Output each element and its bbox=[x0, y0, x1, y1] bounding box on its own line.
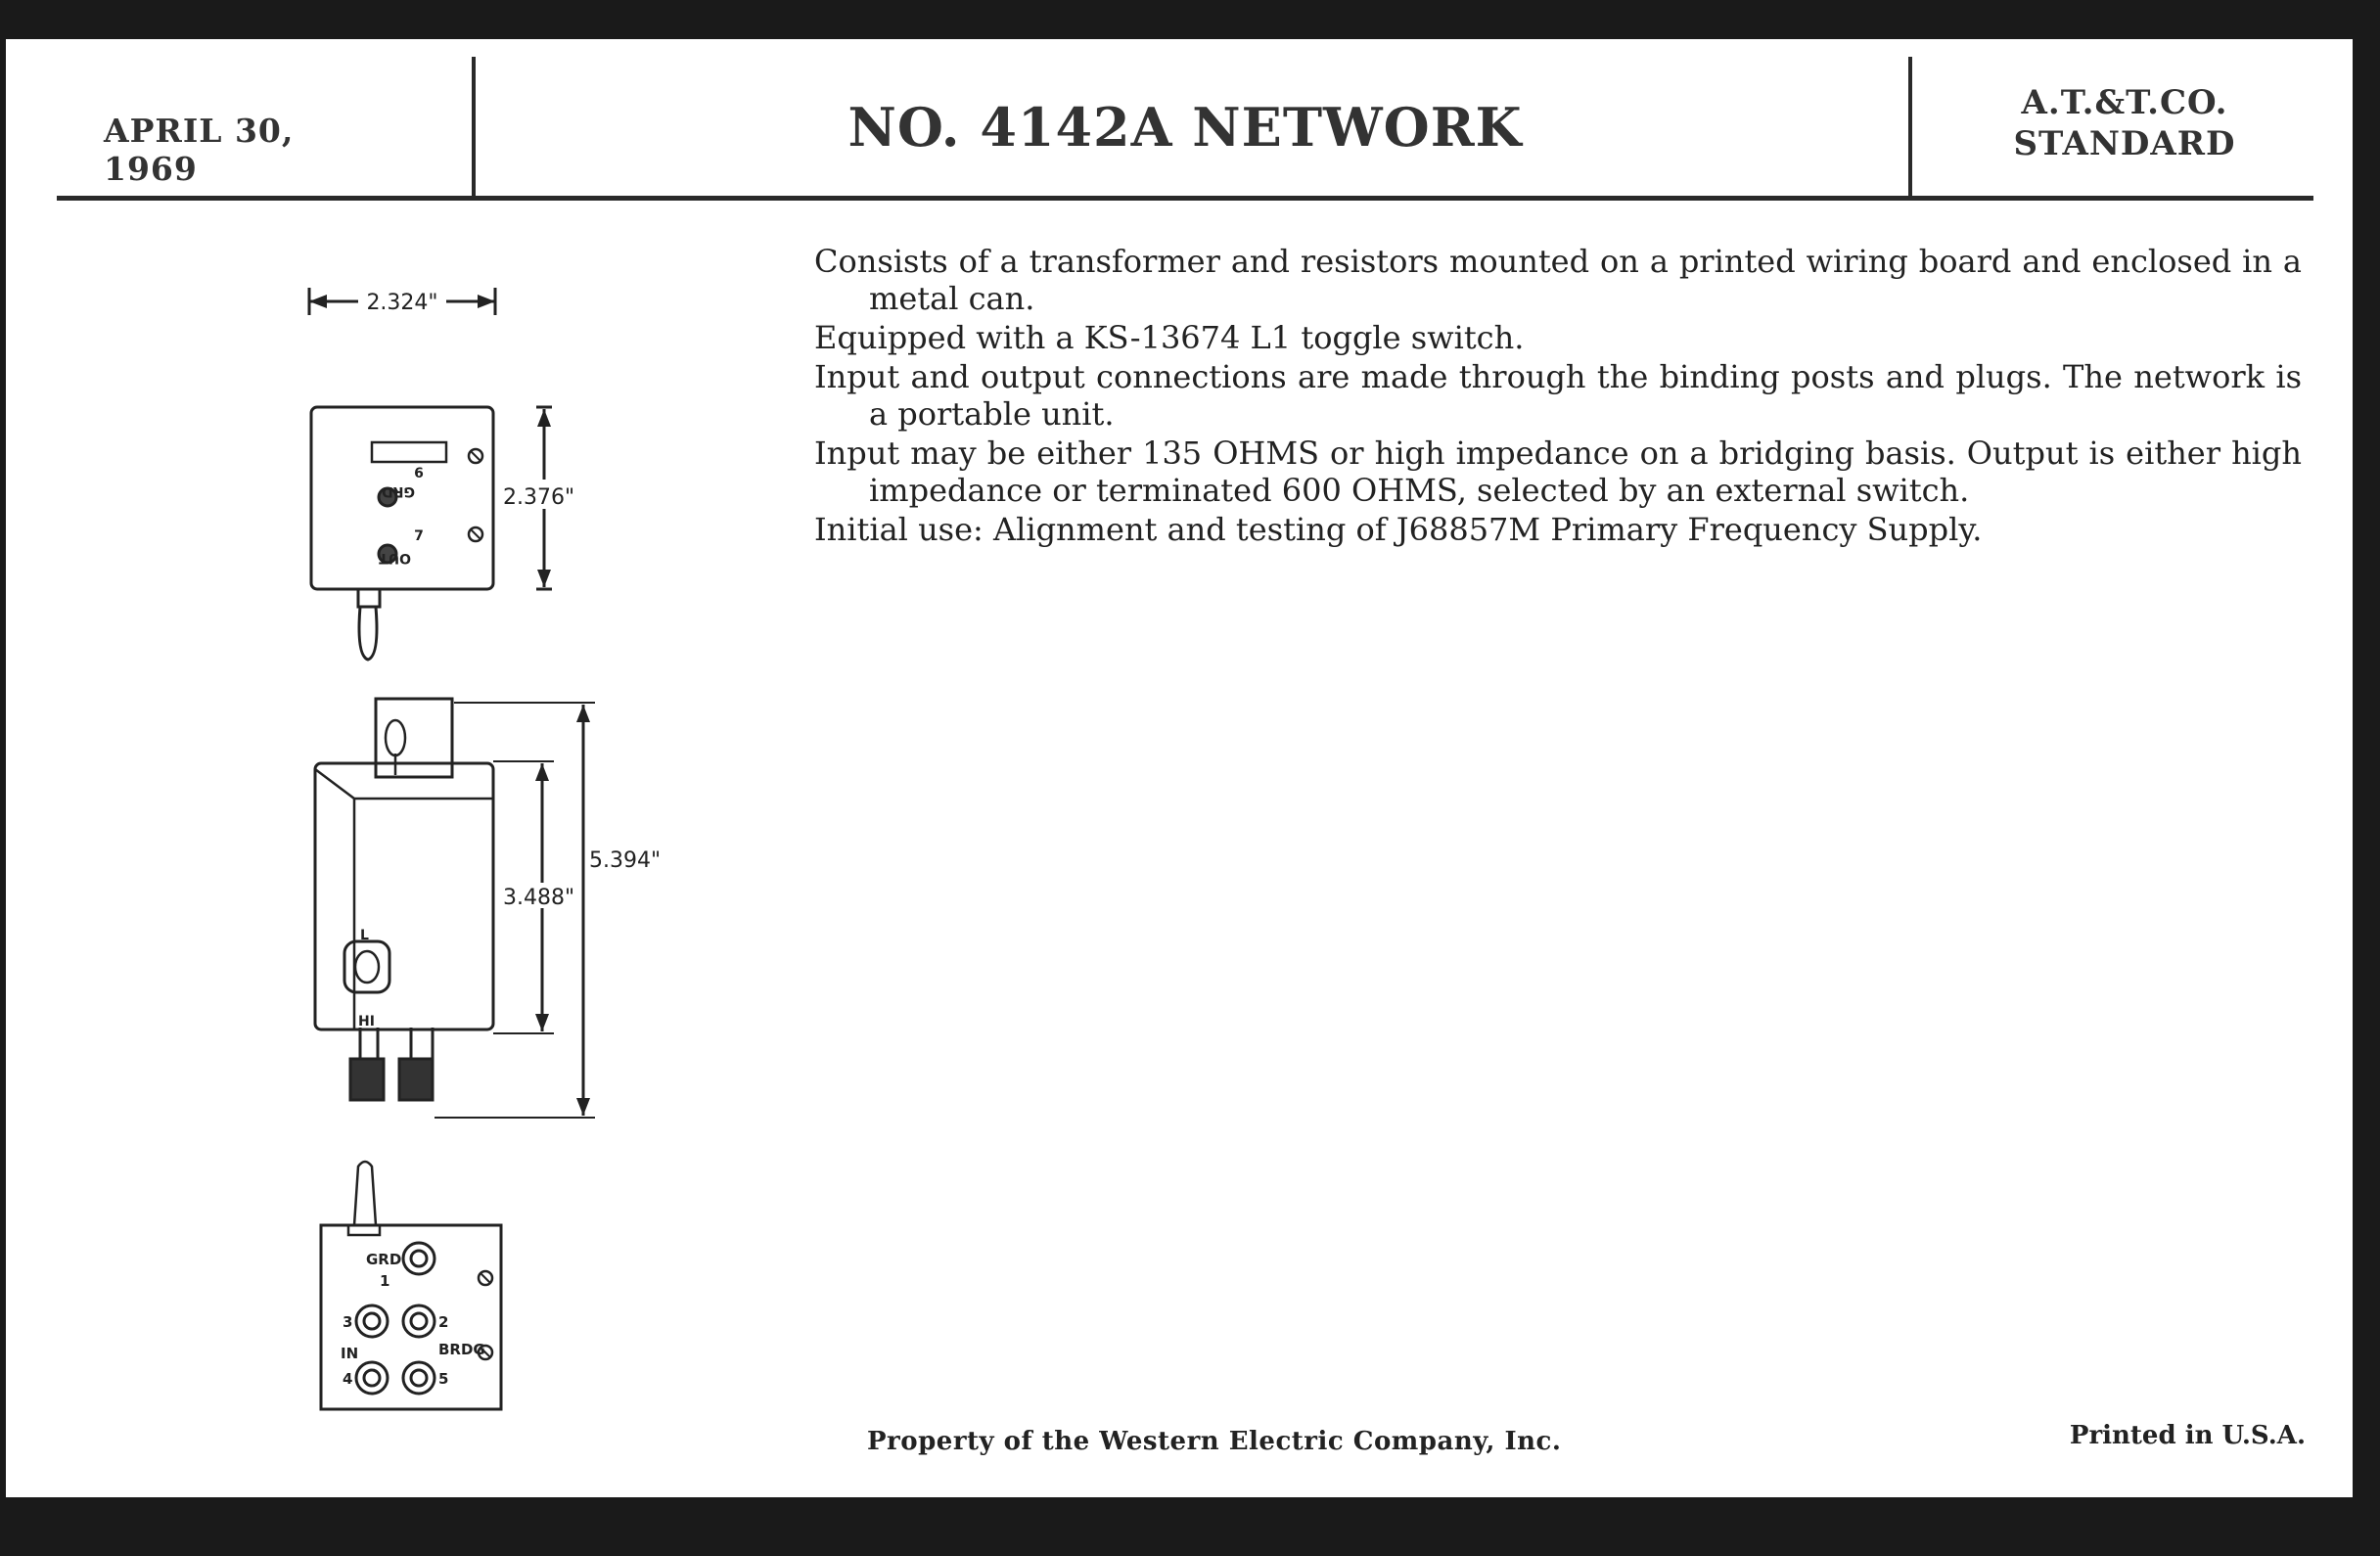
lo-label: L bbox=[360, 928, 369, 943]
jack-grd-icon bbox=[403, 1243, 435, 1274]
in-label: IN bbox=[341, 1345, 359, 1362]
description-paragraph: Consists of a transformer and resistors mounted on a printed wiring board and enclosed in a metal can. bbox=[814, 243, 2302, 317]
page-title: NO. 4142A NETWORK bbox=[847, 96, 1523, 159]
plug-housing bbox=[376, 699, 452, 777]
issue-date: APRIL 30, 1969 bbox=[104, 112, 295, 188]
jack-2-icon bbox=[403, 1305, 435, 1337]
bottom-grd-label: GRD bbox=[366, 1251, 402, 1268]
network-drawing bbox=[251, 264, 857, 1556]
binding-post-icon bbox=[399, 1059, 433, 1100]
side-view-box bbox=[315, 763, 493, 1030]
description-paragraph: Input may be either 135 OHMS or high impedance on a bridging basis. Output is either high impedance or terminated 600 OHMS, selected by an external switch. bbox=[814, 435, 2302, 509]
jack-3-icon bbox=[356, 1305, 388, 1337]
standard-mark bbox=[1919, 82, 2330, 164]
height-dim-label: 2.376" bbox=[503, 485, 575, 510]
jack-5-icon bbox=[403, 1362, 435, 1394]
width-dim-label: 2.324" bbox=[366, 291, 438, 315]
property-notice: Property of the Western Electric Company, Inc. bbox=[867, 1427, 1562, 1456]
data-sheet-card bbox=[6, 39, 2353, 1497]
grd-label: GRD bbox=[382, 483, 415, 499]
binding-post-icon bbox=[350, 1059, 384, 1100]
pin-5-label: 5 bbox=[438, 1370, 449, 1388]
toggle-switch-icon bbox=[344, 941, 389, 992]
grd-num-label: 6 bbox=[414, 466, 424, 481]
bottom-grd-num-label: 1 bbox=[380, 1272, 390, 1290]
overall-dim-label: 5.394" bbox=[589, 848, 662, 873]
description-text bbox=[814, 243, 2302, 550]
description-paragraph: Initial use: Alignment and testing of J68857M Primary Frequency Supply. bbox=[814, 511, 1983, 548]
header-rule bbox=[57, 196, 2313, 201]
printed-notice: Printed in U.S.A. bbox=[2069, 1421, 2306, 1450]
pin-3-label: 3 bbox=[343, 1313, 353, 1331]
toggle-lever-icon bbox=[359, 607, 377, 660]
pin-4-label: 4 bbox=[343, 1370, 353, 1388]
toggle-lever-icon bbox=[354, 1162, 376, 1225]
description-paragraph: Equipped with a KS-13674 L1 toggle switch. bbox=[814, 319, 1525, 356]
out-num-label: 7 bbox=[414, 528, 424, 544]
header-divider-right bbox=[1908, 57, 1912, 196]
top-view bbox=[309, 288, 552, 660]
pin-2-label: 2 bbox=[438, 1313, 449, 1331]
jack-4-icon bbox=[356, 1362, 388, 1394]
brdg-label: BRDG bbox=[438, 1341, 485, 1358]
standard-line-1: A.T.&T.CO. bbox=[2021, 83, 2228, 122]
standard-line-2: STANDARD bbox=[2013, 124, 2236, 163]
hi-label: HI bbox=[358, 1014, 375, 1030]
body-dim-label: 3.488" bbox=[503, 886, 575, 910]
description-paragraph: Input and output connections are made through the binding posts and plugs. The network is a portable unit. bbox=[814, 358, 2302, 433]
out-label: OUT bbox=[379, 550, 411, 566]
